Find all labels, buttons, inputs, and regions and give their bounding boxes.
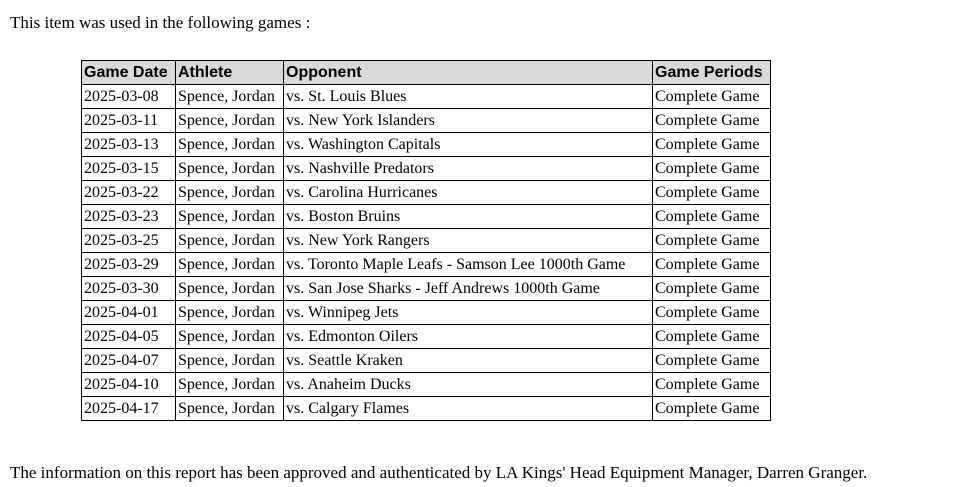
cell-opponent: vs. New York Islanders [284, 109, 653, 133]
cell-athlete: Spence, Jordan [176, 373, 284, 397]
cell-athlete: Spence, Jordan [176, 109, 284, 133]
cell-game-date: 2025-03-30 [82, 277, 176, 301]
games-table-body [82, 85, 771, 421]
cell-opponent: vs. St. Louis Blues [284, 85, 653, 109]
cell-game-date: 2025-03-25 [82, 229, 176, 253]
cell-game-date: 2025-03-23 [82, 205, 176, 229]
cell-game-date: 2025-03-15 [82, 157, 176, 181]
cell-game-periods: Complete Game [653, 133, 771, 157]
cell-opponent: vs. Washington Capitals [284, 133, 653, 157]
cell-game-date: 2025-04-07 [82, 349, 176, 373]
cell-athlete: Spence, Jordan [176, 85, 284, 109]
cell-game-periods: Complete Game [653, 157, 771, 181]
cell-game-date: 2025-04-01 [82, 301, 176, 325]
cell-opponent: vs. Calgary Flames [284, 397, 653, 421]
cell-opponent: vs. New York Rangers [284, 229, 653, 253]
cell-athlete: Spence, Jordan [176, 229, 284, 253]
cell-athlete: Spence, Jordan [176, 181, 284, 205]
table-row [82, 133, 771, 157]
table-row [82, 205, 771, 229]
cell-game-date: 2025-03-11 [82, 109, 176, 133]
table-row [82, 157, 771, 181]
cell-game-periods: Complete Game [653, 397, 771, 421]
cell-game-date: 2025-03-29 [82, 253, 176, 277]
cell-opponent: vs. Nashville Predators [284, 157, 653, 181]
cell-athlete: Spence, Jordan [176, 157, 284, 181]
cell-game-periods: Complete Game [653, 325, 771, 349]
cell-opponent: vs. San Jose Sharks - Jeff Andrews 1000th Game [284, 277, 653, 301]
table-row [82, 325, 771, 349]
cell-athlete: Spence, Jordan [176, 301, 284, 325]
cell-game-periods: Complete Game [653, 349, 771, 373]
table-row [82, 229, 771, 253]
footer-text: The information on this report has been approved and authenticated by LA Kings' Head Equipment Manager, Darren Granger. [10, 463, 868, 482]
table-row [82, 85, 771, 109]
header-athlete: Athlete [176, 61, 284, 85]
cell-opponent: vs. Edmonton Oilers [284, 325, 653, 349]
cell-athlete: Spence, Jordan [176, 349, 284, 373]
cell-opponent: vs. Carolina Hurricanes [284, 181, 653, 205]
cell-athlete: Spence, Jordan [176, 133, 284, 157]
cell-game-periods: Complete Game [653, 205, 771, 229]
table-row [82, 301, 771, 325]
cell-opponent: vs. Winnipeg Jets [284, 301, 653, 325]
table-row [82, 253, 771, 277]
table-row [82, 181, 771, 205]
cell-athlete: Spence, Jordan [176, 253, 284, 277]
cell-game-periods: Complete Game [653, 181, 771, 205]
cell-game-date: 2025-03-08 [82, 85, 176, 109]
cell-game-periods: Complete Game [653, 253, 771, 277]
cell-opponent: vs. Anaheim Ducks [284, 373, 653, 397]
cell-opponent: vs. Boston Bruins [284, 205, 653, 229]
header-game-date: Game Date [82, 61, 176, 85]
cell-athlete: Spence, Jordan [176, 325, 284, 349]
cell-game-periods: Complete Game [653, 277, 771, 301]
table-row [82, 277, 771, 301]
cell-athlete: Spence, Jordan [176, 397, 284, 421]
cell-game-date: 2025-04-10 [82, 373, 176, 397]
cell-game-periods: Complete Game [653, 229, 771, 253]
table-row [82, 373, 771, 397]
games-table [81, 60, 771, 421]
cell-game-date: 2025-04-17 [82, 397, 176, 421]
cell-athlete: Spence, Jordan [176, 277, 284, 301]
intro-text: This item was used in the following games : [10, 13, 311, 32]
table-header-row [82, 61, 771, 85]
header-opponent: Opponent [284, 61, 653, 85]
cell-game-periods: Complete Game [653, 85, 771, 109]
cell-game-periods: Complete Game [653, 301, 771, 325]
cell-game-date: 2025-03-13 [82, 133, 176, 157]
cell-game-date: 2025-03-22 [82, 181, 176, 205]
table-row [82, 109, 771, 133]
cell-opponent: vs. Seattle Kraken [284, 349, 653, 373]
cell-game-periods: Complete Game [653, 373, 771, 397]
table-row [82, 397, 771, 421]
cell-athlete: Spence, Jordan [176, 205, 284, 229]
header-game-periods: Game Periods [653, 61, 771, 85]
cell-game-periods: Complete Game [653, 109, 771, 133]
table-row [82, 349, 771, 373]
cell-game-date: 2025-04-05 [82, 325, 176, 349]
cell-opponent: vs. Toronto Maple Leafs - Samson Lee 1000th Game [284, 253, 653, 277]
